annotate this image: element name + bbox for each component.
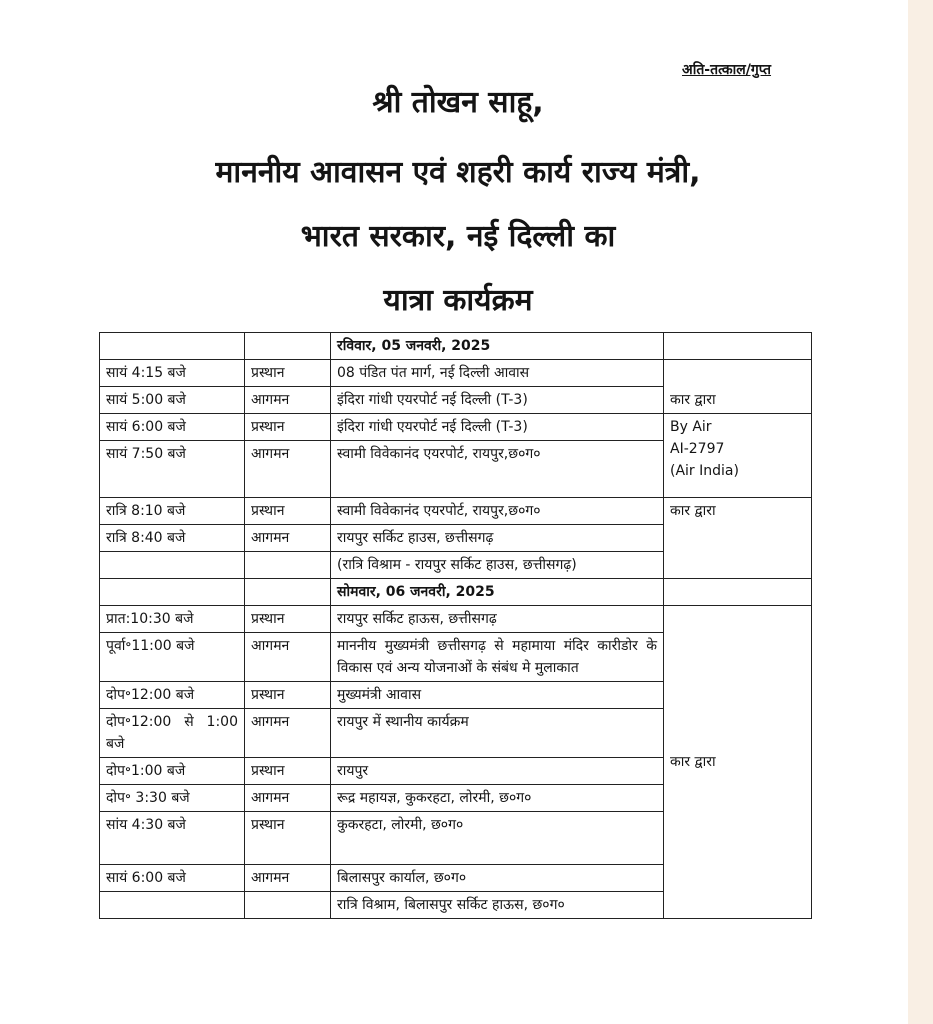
- place-cell: रूद्र महायज्ञ, कुकरहटा, लोरमी, छ०ग०: [331, 785, 664, 812]
- place-cell: स्वामी विवेकानंद एयरपोर्ट, रायपुर,छ०ग०: [331, 498, 664, 525]
- time-cell: पूर्वा॰11:00 बजे: [100, 633, 245, 682]
- title-minister-name: श्री तोखन साहू,: [372, 85, 544, 120]
- itinerary-table: [99, 332, 812, 919]
- empty-cell: [245, 579, 331, 606]
- action-cell: आगमन: [245, 441, 331, 498]
- time-cell: दोप॰12:00 बजे: [100, 682, 245, 709]
- action-cell: आगमन: [245, 709, 331, 758]
- table-row: [100, 414, 812, 441]
- flight-number: AI-2797: [670, 441, 725, 457]
- table-row: [100, 498, 812, 525]
- mode-cell: [664, 414, 812, 498]
- place-cell: स्वामी विवेकानंद एयरपोर्ट, रायपुर,छ०ग०: [331, 441, 664, 498]
- title-designation: माननीय आवासन एवं शहरी कार्य राज्य मंत्री,: [215, 155, 701, 190]
- time-cell: रात्रि 8:10 बजे: [100, 498, 245, 525]
- place-cell: (रात्रि विश्राम - रायपुर सर्किट हाउस, छत्तीसगढ़): [331, 552, 664, 579]
- day-label: सोमवार, 06 जनवरी, 2025: [331, 579, 664, 606]
- airline-name: (Air India): [670, 463, 739, 479]
- action-cell: आगमन: [245, 633, 331, 682]
- time-cell: दोप॰ 3:30 बजे: [100, 785, 245, 812]
- page-margin: [908, 0, 933, 1024]
- classification-mark: अति-तत्काल/गुप्त: [682, 62, 772, 78]
- mode-label: कार द्वारा: [670, 754, 716, 770]
- time-cell: सायं 5:00 बजे: [100, 387, 245, 414]
- time-cell: सांय 4:30 बजे: [100, 812, 245, 865]
- time-cell: रात्रि 8:40 बजे: [100, 525, 245, 552]
- mode-label: कार द्वारा: [670, 503, 716, 519]
- place-cell: रायपुर: [331, 758, 664, 785]
- table-row: [100, 606, 812, 633]
- empty-cell: [100, 579, 245, 606]
- place-cell: बिलासपुर कार्याल, छ०ग०: [331, 865, 664, 892]
- time-cell: [100, 892, 245, 919]
- action-cell: आगमन: [245, 865, 331, 892]
- place-cell: माननीय मुख्यमंत्री छत्तीसगढ़ से महामाया मंदिर कारीडोर के विकास एवं अन्य योजनाओं के संबंध मे मुलाकात: [331, 633, 664, 682]
- place-cell: रात्रि विश्राम, बिलासपुर सर्किट हाऊस, छ०ग०: [331, 892, 664, 919]
- place-cell: इंदिरा गांधी एयरपोर्ट नई दिल्ली (T-3): [331, 387, 664, 414]
- place-cell: 08 पंडित पंत मार्ग, नई दिल्ली आवास: [331, 360, 664, 387]
- time-cell: सायं 6:00 बजे: [100, 414, 245, 441]
- empty-cell: [664, 579, 812, 606]
- day-label: रविवार, 05 जनवरी, 2025: [331, 333, 664, 360]
- action-cell: आगमन: [245, 785, 331, 812]
- action-cell: प्रस्थान: [245, 758, 331, 785]
- action-cell: प्रस्थान: [245, 812, 331, 865]
- title-government: भारत सरकार, नई दिल्ली का: [300, 219, 616, 254]
- empty-cell: [245, 333, 331, 360]
- empty-cell: [100, 333, 245, 360]
- action-cell: [245, 552, 331, 579]
- mode-cell: [664, 360, 812, 414]
- action-cell: आगमन: [245, 387, 331, 414]
- time-cell: [100, 552, 245, 579]
- mode-label: By Air: [670, 419, 712, 435]
- place-cell: रायपुर सर्किट हाउस, छत्तीसगढ़: [331, 525, 664, 552]
- action-cell: [245, 892, 331, 919]
- place-cell: कुकरहटा, लोरमी, छ०ग०: [331, 812, 664, 865]
- time-cell: सायं 6:00 बजे: [100, 865, 245, 892]
- empty-cell: [664, 333, 812, 360]
- mode-label: कार द्वारा: [670, 392, 716, 408]
- time-cell: दोप॰1:00 बजे: [100, 758, 245, 785]
- place-cell: मुख्यमंत्री आवास: [331, 682, 664, 709]
- action-cell: प्रस्थान: [245, 414, 331, 441]
- table-row: [100, 360, 812, 387]
- place-cell: रायपुर सर्किट हाऊस, छत्तीसगढ़: [331, 606, 664, 633]
- time-cell: सायं 7:50 बजे: [100, 441, 245, 498]
- day-header-row: [100, 579, 812, 606]
- action-cell: प्रस्थान: [245, 682, 331, 709]
- action-cell: आगमन: [245, 525, 331, 552]
- time-cell: दोप॰12:00 से 1:00 बजे: [100, 709, 245, 758]
- title-itinerary: यात्रा कार्यक्रम: [383, 283, 533, 318]
- day-header-row: [100, 333, 812, 360]
- place-cell: रायपुर में स्थानीय कार्यक्रम: [331, 709, 664, 758]
- action-cell: प्रस्थान: [245, 360, 331, 387]
- place-cell: इंदिरा गांधी एयरपोर्ट नई दिल्ली (T-3): [331, 414, 664, 441]
- mode-cell: [664, 606, 812, 919]
- action-cell: प्रस्थान: [245, 606, 331, 633]
- mode-cell: [664, 498, 812, 579]
- time-cell: प्रात:10:30 बजे: [100, 606, 245, 633]
- action-cell: प्रस्थान: [245, 498, 331, 525]
- time-cell: सायं 4:15 बजे: [100, 360, 245, 387]
